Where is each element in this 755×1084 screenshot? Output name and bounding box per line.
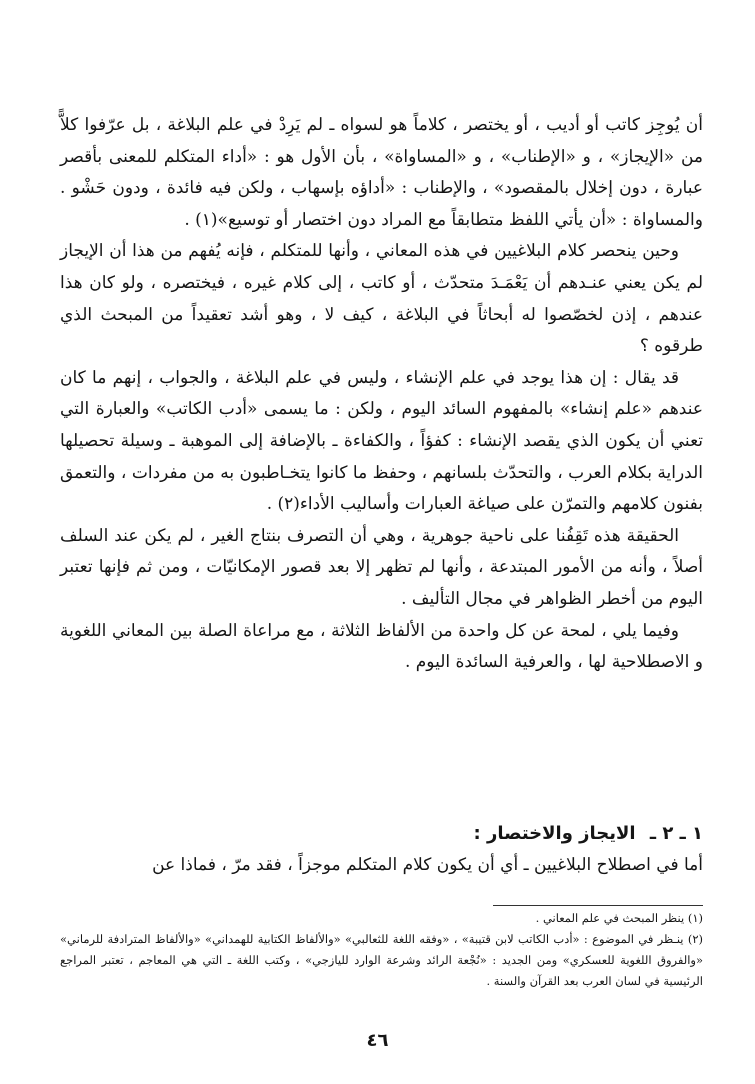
section-title: الايجاز والاختصار : (473, 823, 636, 844)
section-heading (60, 818, 703, 850)
section-number: ١ ـ ٢ ـ (649, 823, 703, 844)
footnotes-block (60, 908, 703, 992)
paragraph-5: وفيما يلي ، لمحة عن كل واحدة من الألفاظ الثلاثة ، مع مراعاة الصلة بين المعاني اللغوية و الاصطلاحية لها ، والعرفية السائدة اليوم . (60, 620, 703, 673)
paragraph-1: أن يُوجِز كاتب أو أديب ، أو يختصر ، كلاماً هو لسواه ـ لم يَرِدْ في علم البلاغة ، بل عرّفوا كلاًّ من «الإيجاز» ، و «الإطناب» ، و «المساواة» ، بأن الأول هو : «أداء المتكلم للمعنى بأقصر عبارة ، دون إخلال بالمقصود» ، والإطناب : «أداؤه بإسهاب ، ولكن فيه فائدة ، ودون حَشْو . والمساواة : «أن يأتي اللفظ متطابقاً مع المراد دون اختصار أو توسيع»(١) . (60, 115, 703, 230)
paragraph-4: الحقيقة هذه تَقِفُنا على ناحية جوهرية ، وهي أن التصرف بنتاج الغير ، لم يكن عند السلف أصلاً ، وأنه من الأمور المبتدعة ، وأنها لم تظهر إلا بعد قصور الإمكانيّات ، ومن ثم فإنها تعتبر اليوم من أخطر الظواهر في مجال التأليف . (60, 525, 703, 609)
footnote-1: (١) ينظر المبحث في علم المعاني . (535, 911, 703, 925)
footnote-2: (٢) ينـظر في الموضوع : «أدب الكاتب لابن قتيبة» ، «وفقه اللغة للثعالبي» «والألفاظ الكتابية للهمداني» «والألفاظ المترادفة للرماني» «والفروق اللغوية للعسكري» ومن الجديد : «نُجْعة الرائد وشرعة الوارد لليازجي» ، وكتب اللغة ـ التي هي المعاجم ، تعتبر المراجع الرئيسية في لسان العرب بعد القرآن والسنة . (60, 932, 703, 988)
paragraph-2: وحين ينحصر كلام البلاغيين في هذه المعاني ، وأنها للمتكلم ، فإنه يُفهم من هذا أن الإيجاز لم يكن يعني عنـدهم أن يَعْمَـدَ متحدّث ، أو كاتب ، إلى كلام غيره ، فيختصره ، ولو كان هذا عندهم ، إذن لخصّصوا له أبحاثاً في البلاغة ، كيف لا ، وهو أشد تعقيداً من المبحث الذي طرقوه ؟ (60, 241, 703, 357)
section-block (60, 818, 703, 880)
page-number: ٤٦ (366, 1030, 389, 1051)
section-first-line: أما في اصطلاح البلاغيين ـ أي أن يكون كلام المتكلم موجزاً ، فقد مرّ ، فماذا عن (152, 855, 703, 875)
main-text-block (60, 110, 703, 679)
footnote-divider (493, 905, 703, 906)
paragraph-3: قد يقال : إن هذا يوجد في علم الإنشاء ، وليس في علم البلاغة ، والجواب ، إنهم ما كان عندهم «علم إنشاء» بالمفهوم السائد اليوم ، ولكن : ما يسمى «أدب الكاتب» والعبارة التي تعني أن يكون الذي يقصد الإنشاء : كفؤاً ، والكفاءة ـ بالإضافة إلى الموهبة ـ وسيلة تحصيلها الدراية بكلام العرب ، والتحدّث بلسانهم ، وحفظ ما كانوا يتخـاطبون به من مفردات ، والتعمق بفنون كلامهم والتمرّن على صياغة العبارات وأساليب الأداء(٢) . (60, 367, 703, 515)
